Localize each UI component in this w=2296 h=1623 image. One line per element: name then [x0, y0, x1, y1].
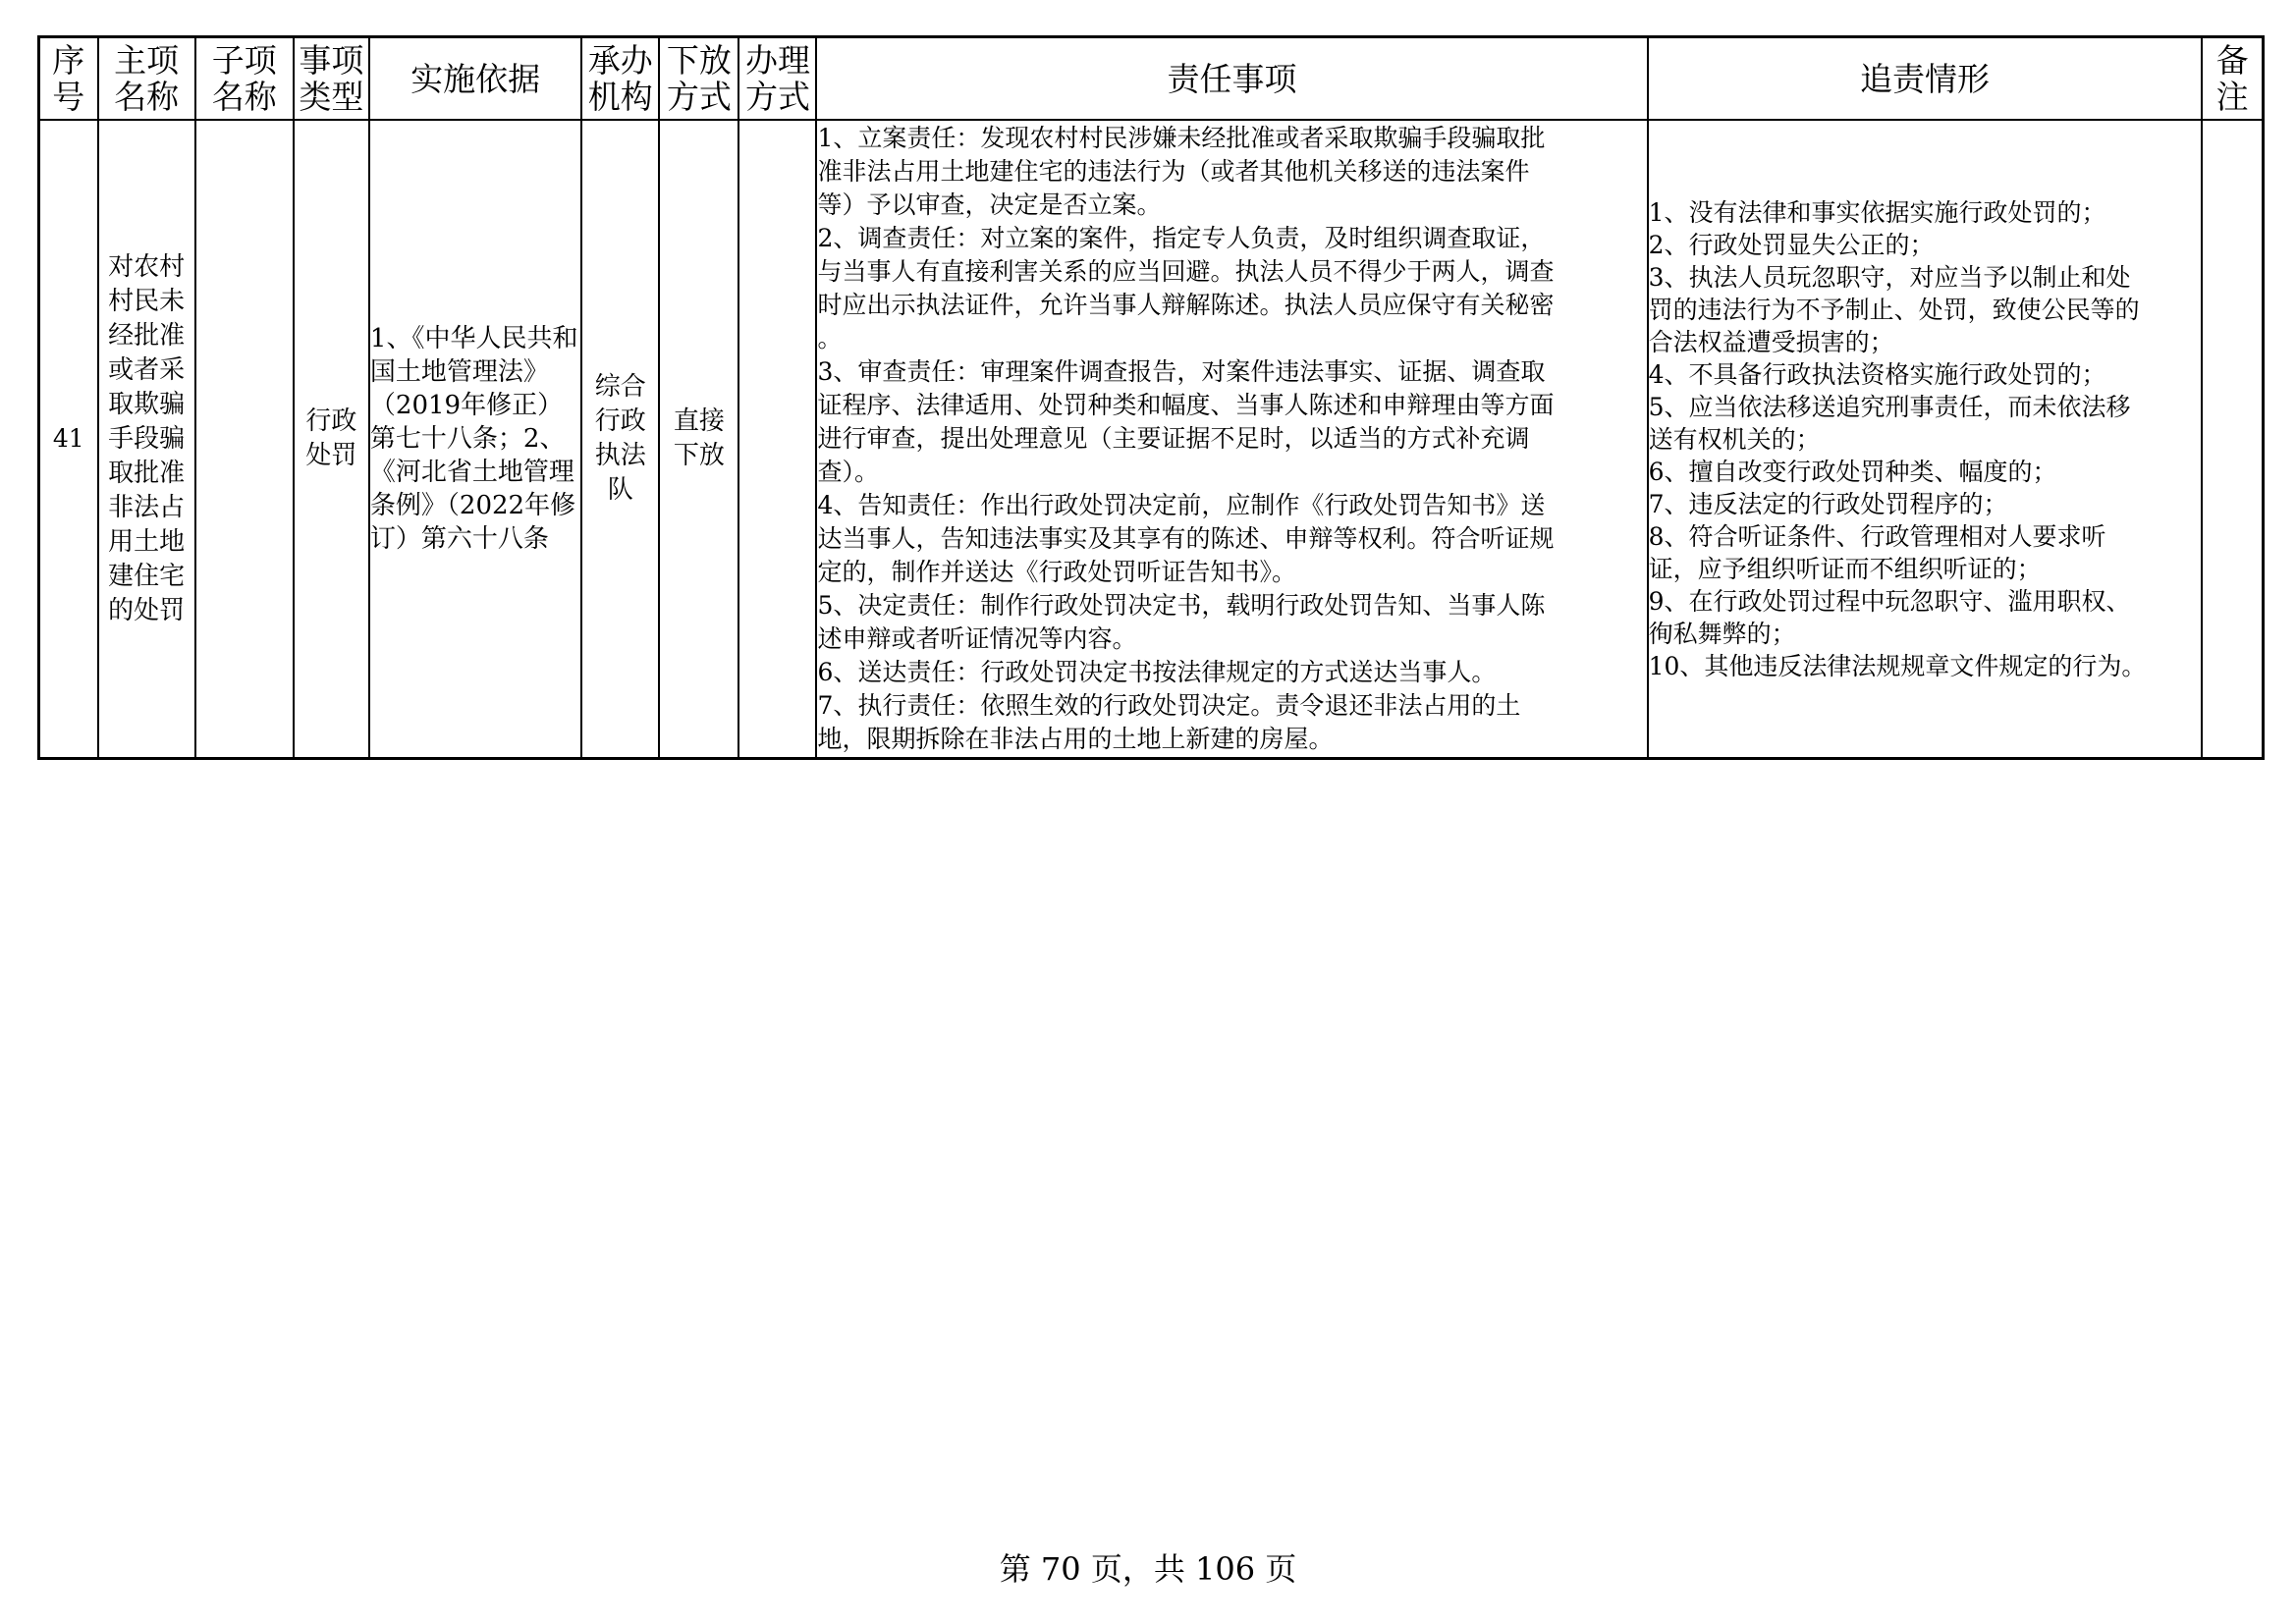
header-remarks: 备 注	[2202, 37, 2263, 121]
cell-seq: 41	[39, 120, 98, 759]
accountability-line: 3、执法人员玩忽职守，对应当予以制止和处	[1648, 262, 2131, 292]
responsibility-line: 等）予以审查，决定是否立案。	[817, 190, 1162, 219]
header-responsibilities: 责任事项	[816, 37, 1647, 121]
responsibility-table	[37, 35, 2265, 760]
accountability-line: 合法权益遭受损害的；	[1648, 327, 1894, 356]
cell-item-type: 行政处罚	[294, 120, 369, 759]
responsibility-line: 地，限期拆除在非法占用的土地上新建的房屋。	[817, 725, 1334, 753]
header-item-type: 事项 类型	[294, 37, 369, 121]
header-basis: 实施依据	[369, 37, 581, 121]
responsibility-line: 证程序、法律适用、处罚种类和幅度、当事人陈述和申辩理由等方面	[817, 391, 1555, 419]
cell-handling	[738, 120, 816, 759]
responsibility-line: 达当事人，告知违法事实及其享有的陈述、申辩等权利。符合听证规	[817, 524, 1555, 553]
accountability-line: 6、擅自改变行政处罚种类、幅度的；	[1648, 457, 2057, 486]
accountability-line: 8、符合听证条件、行政管理相对人要求听	[1648, 521, 2106, 551]
cell-sub-item	[195, 120, 294, 759]
accountability-line: 证，应予组织听证而不组织听证的；	[1648, 554, 2042, 583]
responsibility-line: 。	[817, 324, 843, 352]
accountability-line: 2、行政处罚显失公正的；	[1648, 230, 1935, 259]
accountability-line: 4、不具备行政执法资格实施行政处罚的；	[1648, 359, 2106, 389]
responsibility-line: 准非法占用土地建住宅的违法行为（或者其他机关移送的违法案件	[817, 157, 1530, 186]
cell-remarks	[2202, 120, 2263, 759]
responsibility-line: 定的，制作并送达《行政处罚听证告知书》。	[817, 558, 1296, 586]
header-handling: 办理 方式	[738, 37, 816, 121]
cell-accountability	[1648, 120, 2203, 759]
accountability-line: 1、没有法律和事实依据实施行政处罚的；	[1648, 197, 2106, 227]
cell-main-item: 对农村村民未经批准或者采取欺骗手段骗取批准非法占用土地建住宅的处罚	[98, 120, 195, 759]
table-row	[39, 120, 2264, 759]
responsibility-line: 1、立案责任：发现农村村民涉嫌未经批准或者采取欺骗手段骗取批	[817, 124, 1546, 152]
accountability-line: 7、违反法定的行政处罚程序的；	[1648, 489, 2008, 518]
responsibility-line: 7、执行责任：依照生效的行政处罚决定。责令退还非法占用的土	[817, 691, 1521, 720]
responsibility-line: 4、告知责任：作出行政处罚决定前，应制作《行政处罚告知书》送	[817, 491, 1546, 519]
cell-basis: 1、《中华人民共和国土地管理法》（2019年修正）第七十八条；2、《河北省土地管理条例》（2022年修订）第六十八条	[369, 120, 581, 759]
header-main-item: 主项 名称	[98, 37, 195, 121]
accountability-line: 徇私舞弊的；	[1648, 619, 1796, 648]
accountability-line: 送有权机关的；	[1648, 424, 1821, 454]
responsibility-line: 与当事人有直接利害关系的应当回避。执法人员不得少于两人，调查	[817, 257, 1555, 286]
header-seq: 序 号	[39, 37, 98, 121]
page-number: 第 70 页，共 106 页	[999, 1550, 1297, 1588]
cell-agency: 综合行政执法队	[581, 120, 659, 759]
accountability-line: 10、其他违反法律法规规章文件规定的行为。	[1648, 651, 2147, 680]
responsibility-line: 述申辩或者听证情况等内容。	[817, 624, 1137, 653]
responsibility-line: 6、送达责任：行政处罚决定书按法律规定的方式送达当事人。	[817, 658, 1497, 686]
responsibility-line: 时应出示执法证件，允许当事人辩解陈述。执法人员应保守有关秘密	[817, 291, 1555, 319]
header-delegation: 下放 方式	[659, 37, 738, 121]
responsibility-line: 3、审查责任：审理案件调查报告，对案件违法事实、证据、调查取	[817, 357, 1546, 386]
header-sub-item: 子项 名称	[195, 37, 294, 121]
header-row	[39, 37, 2264, 121]
responsibility-line: 查）。	[817, 458, 879, 486]
header-accountability: 追责情形	[1648, 37, 2203, 121]
cell-delegation: 直接下放	[659, 120, 738, 759]
responsibility-line: 进行审查，提出处理意见（主要证据不足时，以适当的方式补充调	[817, 424, 1530, 453]
header-agency: 承办 机构	[581, 37, 659, 121]
accountability-line: 罚的违法行为不予制止、处罚，致使公民等的	[1648, 295, 2140, 324]
accountability-line: 5、应当依法移送追究刑事责任，而未依法移	[1648, 392, 2131, 421]
cell-responsibilities	[816, 120, 1647, 759]
responsibility-line: 5、决定责任：制作行政处罚决定书，载明行政处罚告知、当事人陈	[817, 591, 1546, 620]
responsibility-line: 2、调查责任：对立案的案件，指定专人负责，及时组织调查取证，	[817, 224, 1546, 252]
accountability-line: 9、在行政处罚过程中玩忽职守、滥用职权、	[1648, 586, 2131, 616]
